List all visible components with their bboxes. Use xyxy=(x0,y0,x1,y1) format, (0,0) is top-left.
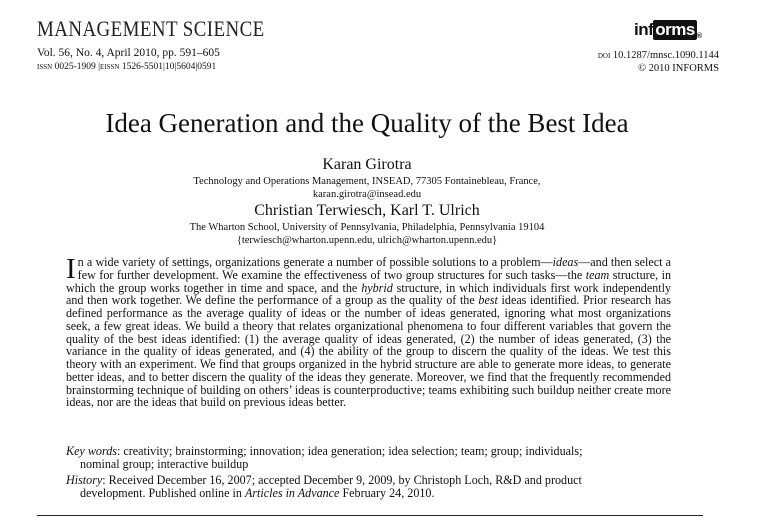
issn-label: issn xyxy=(37,61,53,72)
author-affiliation-2: The Wharton School, University of Pennsylvania, Philadelphia, Pennsylvania 19104 xyxy=(189,222,545,233)
author-email-2: {terwiesch@wharton.upenn.edu, ulrich@wharton.upenn.edu} xyxy=(236,235,498,246)
article-code: |10|5604|0591 xyxy=(163,62,217,72)
volume-line: Vol. 56, No. 4, April 2010, pp. 591–605 xyxy=(37,47,220,59)
issn-value: 0025-1909 xyxy=(54,62,96,72)
issn-line xyxy=(37,61,216,72)
journal-name: MANAGEMENT SCIENCE xyxy=(37,16,265,41)
abstract-emph-hybrid: hybrid xyxy=(361,280,393,295)
doi-value: 10.1287/mnsc.1090.1144 xyxy=(612,50,719,61)
bottom-rule xyxy=(37,515,703,516)
author-name-1: Karan Girotra xyxy=(322,156,412,173)
issn-separator: | xyxy=(98,62,101,72)
abstract-dropcap: I xyxy=(66,253,76,285)
keywords-line-1: : creativity; brainstorming; innovation; idea generation; idea selection; team; group; individuals; xyxy=(116,444,583,458)
keywords-line-2: nominal group; interactive buildup xyxy=(80,456,249,471)
history-line-2b: February 24, 2010. xyxy=(339,485,435,500)
eissn-value: 1526-5501 xyxy=(121,62,164,72)
abstract-emph-ideas: ideas xyxy=(552,255,579,269)
logo-text-left: inf xyxy=(634,20,654,39)
history-label: History xyxy=(66,473,103,487)
copyright: © 2010 INFORMS xyxy=(638,63,719,74)
abstract-text-1: n a wide variety of settings, organizations generate a number of possible solutions to a problem— xyxy=(77,255,553,269)
history-articles-in-advance: Articles in Advance xyxy=(244,485,340,500)
paper-title: Idea Generation and the Quality of the Best Idea xyxy=(105,108,629,138)
history xyxy=(66,474,671,500)
abstract-text-4: structure, in which individuals first work independently and then work together. We define the performance of a group as the quality of the xyxy=(66,280,672,308)
author-name-2: Christian Terwiesch, Karl T. Ulrich xyxy=(254,202,480,219)
doi-line xyxy=(598,50,719,61)
author-affiliation-1: Technology and Operations Management, INSEAD, 77305 Fontainebleau, France, xyxy=(193,176,541,187)
informs-logo xyxy=(634,20,702,40)
doi-label: doi xyxy=(597,50,611,61)
history-line-2a: development. Published online in xyxy=(80,485,245,500)
abstract-emph-team: team xyxy=(585,267,610,282)
abstract-emph-best: best xyxy=(478,293,498,308)
keywords xyxy=(66,445,671,471)
keywords-label: Key words xyxy=(66,444,117,458)
abstract xyxy=(66,253,672,410)
abstract-text-2: —and then select a few for further development. We examine the effectiveness of two group structures for such tasks—the xyxy=(77,255,671,282)
abstract-text-3: structure, in which the group works together in time and space, and the xyxy=(66,267,671,295)
author-email-1: karan.girotra@insead.edu xyxy=(312,189,422,200)
history-line-1: : Received December 16, 2007; accepted December 9, 2009, by Christoph Loch, R&D and product xyxy=(102,473,582,487)
logo-text-box: orms xyxy=(655,20,695,39)
eissn-label: eissn xyxy=(100,61,120,72)
abstract-text-5: ideas identified. Prior research has defined performance as the average quality of ideas or the number of ideas generated, ignoring what most organizations seek, a few great ideas. We build a theory that relates organizational phenomena to four different variables that govern the quality of the best ideas identified: (1) the average quality of ideas generated, (2) the number of ideas generated, (3) the variance in the quality of ideas generated, and (4) the ability of the group to discern the quality of the ideas. We test this theory with an experiment. We find that groups organized in the hybrid structure are able to generate more ideas, to generate better ideas, and to better discern the quality of the ideas they generate. Moreover, we find that the frequently recommended brainstorming technique of building on others’ ideas is counterproductive; teams exhibiting such buildup neither create more ideas, nor are the ideas that build on previous ideas better. xyxy=(66,293,672,410)
logo-registered: ® xyxy=(696,33,702,40)
